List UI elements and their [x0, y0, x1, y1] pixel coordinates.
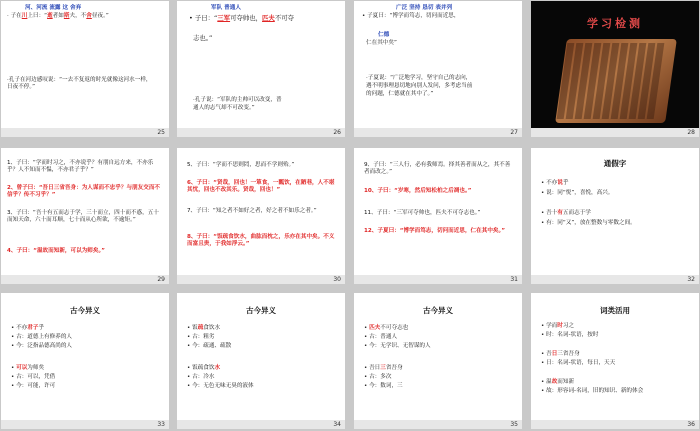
- slide-34-title: 古今异义: [246, 306, 276, 315]
- slide-27-line1: • 子夏曰：“博学而笃志，切问而近思，: [362, 13, 460, 19]
- slide-27-quote3: 的问题，仁德就在其中了。”: [366, 91, 434, 97]
- slide-35-line1: • 匹夫不可夺志也: [364, 325, 409, 331]
- slide-number: 32: [687, 276, 695, 283]
- slide-25-translation: ·孔子在河边感叹说：“一去不复返的时光就像这河水一样，日夜不停。”: [7, 77, 152, 91]
- slide-26-labels: 军队 普通人: [211, 5, 241, 11]
- slide-34-line1: • 饭疏食饮水: [187, 325, 221, 331]
- slide-number: 35: [510, 421, 518, 428]
- slide-35-line3: • 今：无学识、无智谋的人: [364, 343, 431, 349]
- slide-thumbnail-33[interactable]: [1, 293, 169, 429]
- slide-29-item2: 2、曾子曰：“吾日三省吾身：为人谋而不忠乎？与朋友交而不信乎？传不习乎？”: [7, 185, 161, 199]
- slide-thumbnail-31[interactable]: [354, 148, 522, 284]
- slide-number: 30: [333, 276, 341, 283]
- slide-26-quote2: 通人的志气却不可改变。”: [193, 105, 255, 111]
- slide-33-line1: • 不亦君子乎: [11, 325, 45, 331]
- slide-27-line2: 仁在其中矣”: [366, 40, 397, 46]
- slide-29-item1: 1、子曰：“学而时习之，不亦说乎？有朋自远方来，不亦乐乎？人不知而不愠，不亦君子乎？”: [7, 160, 154, 174]
- slide-31-item11: 11、子曰：“三军可夺帅也，匹夫不可夺志也。”: [364, 210, 481, 216]
- slide-36-line4: • 日：名词-状语，每日，天天: [541, 360, 616, 366]
- slide-35-title: 古今异义: [423, 306, 453, 315]
- slide-34-line4: • 饭疏食饮水: [187, 365, 221, 371]
- slide-35-line4: • 吾日三省吾身: [364, 365, 403, 371]
- slide-27-quote2: 遇不明事理恳切地向别人发问，多考虑当前: [366, 83, 473, 89]
- slide-36-title: 词类活用: [600, 306, 630, 315]
- slide-35-line6: • 今：数词，三: [364, 383, 403, 389]
- slide-number: 31: [510, 276, 518, 283]
- slide-32-line4: • 有：同“又”，放在整数与零数之间。: [541, 220, 636, 226]
- slide-31-item9: 9、子曰：“三人行，必有我师焉。择其善者而从之，其不善者而改之。”: [364, 162, 511, 176]
- slide-25-line: · 子在川上曰：“逝者如斯夫，不舍昼夜。”: [7, 13, 109, 19]
- slide-27-quote1: ·子夏说：“广泛地学习，坚守自己的志向，: [366, 75, 472, 81]
- slide-number: 36: [687, 421, 695, 428]
- slide-33-line4: • 可以为师矣: [11, 365, 45, 371]
- slide-thumbnail-30[interactable]: [177, 148, 345, 284]
- slide-36-line1: • 学而时习之: [541, 323, 575, 329]
- slide-29-item3: 3、子曰：“吾十有五而志于学，三十而立，四十而不惑，五十而知天命，六十而耳顺，七十而从心所欲，不逾矩。”: [7, 210, 159, 224]
- slide-32-line1: • 不亦说乎: [541, 180, 569, 186]
- slide-26-quote1: ·孔子说：“军队的主帅可以改变，普: [193, 97, 282, 103]
- slide-30-item5: 5、子曰：“学而不思则罔，思而不学则殆。”: [187, 162, 295, 168]
- slide-31-item12: 12、子夏曰：“博学而笃志，切问而近思，仁在其中矣。”: [364, 228, 505, 234]
- slide-thumbnail-29[interactable]: [1, 148, 169, 284]
- slide-33-line5: • 古：可以，凭借: [11, 374, 56, 380]
- slide-thumbnail-27[interactable]: [354, 1, 522, 137]
- slide-thumbnail-26[interactable]: [177, 1, 345, 137]
- slide-32-title: 通假字: [603, 159, 627, 168]
- bamboo-slips-image: [555, 39, 677, 123]
- slide-32-line2: • 说：同“悦”，喜悦，高兴。: [541, 190, 614, 196]
- slide-27-label2: 仁德: [378, 32, 390, 38]
- slide-thumbnail-34[interactable]: [177, 293, 345, 429]
- slide-27-labels: 广泛 坚持 恳切 表并列: [396, 5, 453, 11]
- slide-36-line2: • 时：名词-状语，按时: [541, 332, 599, 338]
- slide-36-line3: • 吾日三省吾身: [541, 351, 580, 357]
- slide-34-line5: • 古：冷水: [187, 374, 215, 380]
- slide-thumbnail-32[interactable]: [531, 148, 699, 284]
- slide-30-item7: 7、子曰：“知之者不如好之者，好之者不如乐之者。”: [187, 208, 317, 214]
- slide-26-line1: • 子曰：“三军可夺帅也，匹夫不可夺: [189, 14, 294, 22]
- slide-number: 25: [157, 129, 165, 136]
- slide-number: 27: [510, 129, 518, 136]
- slide-29-item4: 4、子曰：“温故而知新，可以为师矣。”: [7, 248, 105, 254]
- slide-33-title: 古今异义: [70, 306, 100, 315]
- slide-28-title: 学习检测: [587, 17, 643, 30]
- slide-number: 26: [333, 129, 341, 136]
- slide-thumbnail-28[interactable]: [531, 1, 699, 137]
- slide-35-line5: • 古：多次: [364, 374, 392, 380]
- slide-26-line2: 志也。”: [193, 34, 213, 42]
- slide-number: 33: [157, 421, 165, 428]
- slide-thumbnail-25[interactable]: [1, 1, 169, 137]
- slide-34-line6: • 今：无色无味无臭的液体: [187, 383, 254, 389]
- slide-33-line3: • 今：泛指品德高尚的人: [11, 343, 73, 349]
- slide-30-item6: 6、子曰：“贤哉，回也！一箪食，一瓢饮，在陋巷，人不堪其忧，回也不改其乐。贤哉，回也！”: [187, 180, 335, 194]
- slide-33-line6: • 今：可能，许可: [11, 383, 56, 389]
- slide-30-item8: 8、子曰：“饭疏食饮水，曲肱而枕之，乐亦在其中矣。不义而富且贵，于我如浮云。”: [187, 234, 335, 248]
- slide-31-item10: 10、子曰：“岁寒，然后知松柏之后凋也。”: [364, 188, 472, 194]
- slide-thumbnail-36[interactable]: [531, 293, 699, 429]
- slide-35-line2: • 古：普通人: [364, 334, 398, 340]
- slide-number: 28: [687, 129, 695, 136]
- slide-34-line2: • 古：粗劣: [187, 334, 215, 340]
- slide-32-line3: • 吾十有五而志于学: [541, 210, 591, 216]
- slide-number: 29: [157, 276, 165, 283]
- slide-number: 34: [333, 421, 341, 428]
- slide-36-line6: • 故：形容词-名词，旧的知识、新的体会: [541, 388, 644, 394]
- slide-36-line5: • 温故而知新: [541, 379, 575, 385]
- slide-thumbnail-35[interactable]: [354, 293, 522, 429]
- slide-33-line2: • 古：道德上有修养的人: [11, 334, 73, 340]
- slide-34-line3: • 今：疏通、疏散: [187, 343, 232, 349]
- slide-25-labels: 河、河流 流露 这 舍弃: [25, 5, 82, 11]
